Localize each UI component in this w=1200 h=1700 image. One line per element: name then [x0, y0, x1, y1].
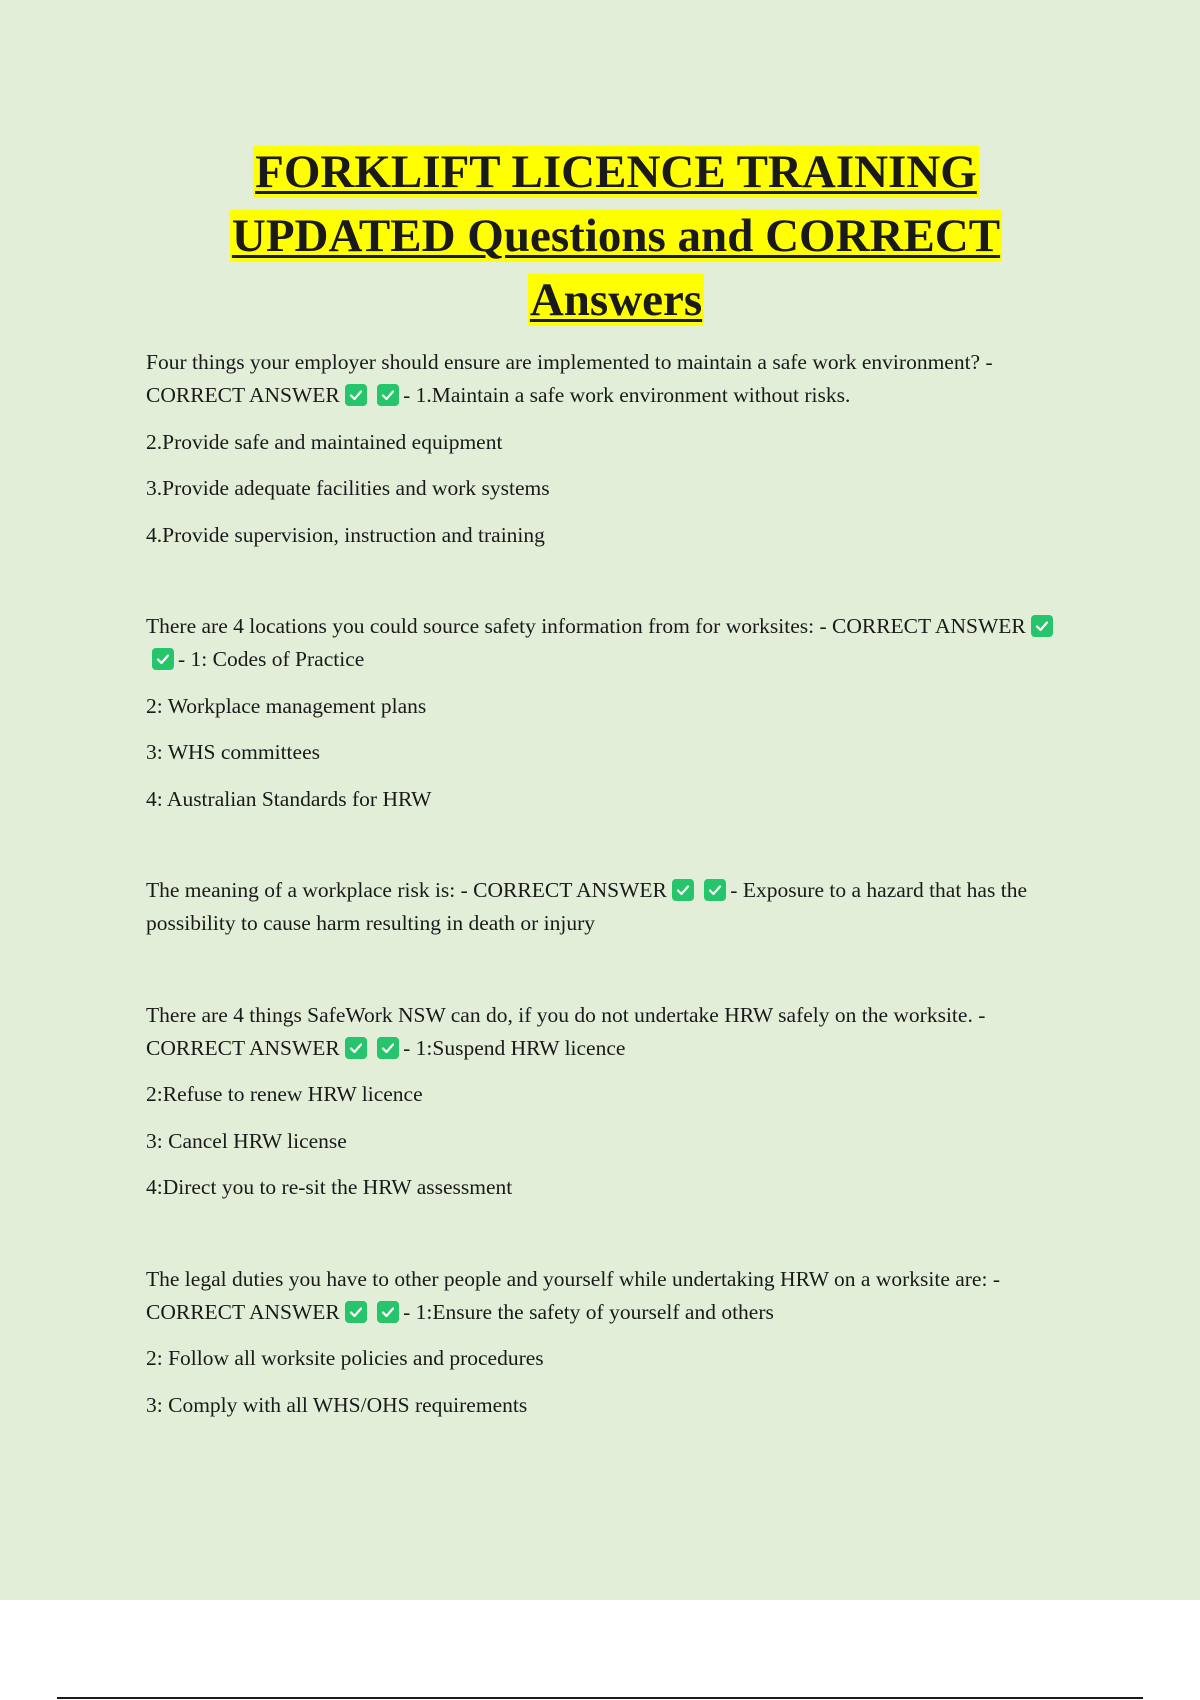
qa-item — [146, 610, 1086, 816]
question-text: The meaning of a workplace risk is: - CORRECT ANSWER — [146, 878, 667, 902]
title-line-2: UPDATED Questions and CORRECT — [231, 210, 1001, 262]
section-gap — [146, 954, 1086, 999]
document-title — [146, 140, 1086, 332]
answer-text: - 1:Suspend HRW licence — [403, 1035, 626, 1060]
answer-line: 3: Cancel HRW license — [146, 1128, 347, 1153]
section-gap — [146, 829, 1086, 874]
footer-divider — [57, 1697, 1143, 1699]
document-content — [146, 140, 1086, 1435]
answer-text: - 1: Codes of Practice — [178, 647, 365, 671]
answer-line: 2.Provide safe and maintained equipment — [146, 429, 503, 454]
question-text: The legal duties you have to other people and yourself while undertaking HRW on a worksite are: - CORRECT ANSWER — [146, 1266, 1000, 1324]
answer-line: 3.Provide adequate facilities and work systems — [146, 476, 550, 500]
question-text: Four things your employer should ensure are implemented to maintain a safe work environment? - CORRECT ANSWER — [146, 350, 993, 407]
check-mark-icon — [152, 648, 174, 670]
qa-question-paragraph — [146, 346, 1086, 412]
check-mark-icon — [345, 1301, 367, 1323]
check-mark-icon — [1031, 615, 1053, 637]
title-line-1: FORKLIFT LICENCE TRAINING — [255, 146, 977, 198]
answer-line: 4:Direct you to re-sit the HRW assessment — [146, 1175, 513, 1199]
qa-question-paragraph — [146, 610, 1086, 676]
answer-line: 4: Australian Standards for HRW — [146, 786, 432, 811]
qa-item — [146, 346, 1086, 552]
check-mark-icon — [377, 1301, 399, 1323]
qa-question-paragraph — [146, 1263, 1086, 1329]
qa-item — [146, 1263, 1086, 1422]
answer-text: - 1:Ensure the safety of yourself and others — [403, 1299, 774, 1324]
section-gap — [146, 565, 1086, 610]
qa-item — [146, 999, 1086, 1205]
check-mark-icon — [345, 384, 367, 406]
check-mark-icon — [377, 1037, 399, 1059]
qa-question-paragraph — [146, 999, 1086, 1065]
qa-question-paragraph — [146, 874, 1086, 940]
answer-line: 2:Refuse to renew HRW licence — [146, 1082, 423, 1106]
answer-line: 2: Workplace management plans — [146, 693, 427, 718]
check-mark-icon — [345, 1037, 367, 1059]
question-text: There are 4 locations you could source safety information from for worksites: - CORRECT ANSWER — [146, 614, 1026, 638]
question-text: There are 4 things SafeWork NSW can do, if you do not undertake HRW safely on the worksite. - CORRECT ANSWER — [146, 1002, 986, 1060]
check-mark-icon — [672, 879, 694, 901]
answer-line: 2: Follow all worksite policies and procedures — [146, 1346, 544, 1370]
section-gap — [146, 1218, 1086, 1263]
answer-text: - 1.Maintain a safe work environment without risks. — [403, 383, 851, 407]
answer-line: 3: WHS committees — [146, 740, 320, 764]
check-mark-icon — [704, 879, 726, 901]
answer-line: 4.Provide supervision, instruction and training — [146, 522, 545, 547]
answer-text: - Exposure to a hazard that has the possibility to cause harm resulting in death or injury — [146, 878, 1027, 935]
title-line-3: Answers — [529, 274, 703, 326]
qa-item — [146, 874, 1086, 940]
check-mark-icon — [377, 384, 399, 406]
answer-line: 3: Comply with all WHS/OHS requirements — [146, 1392, 528, 1417]
